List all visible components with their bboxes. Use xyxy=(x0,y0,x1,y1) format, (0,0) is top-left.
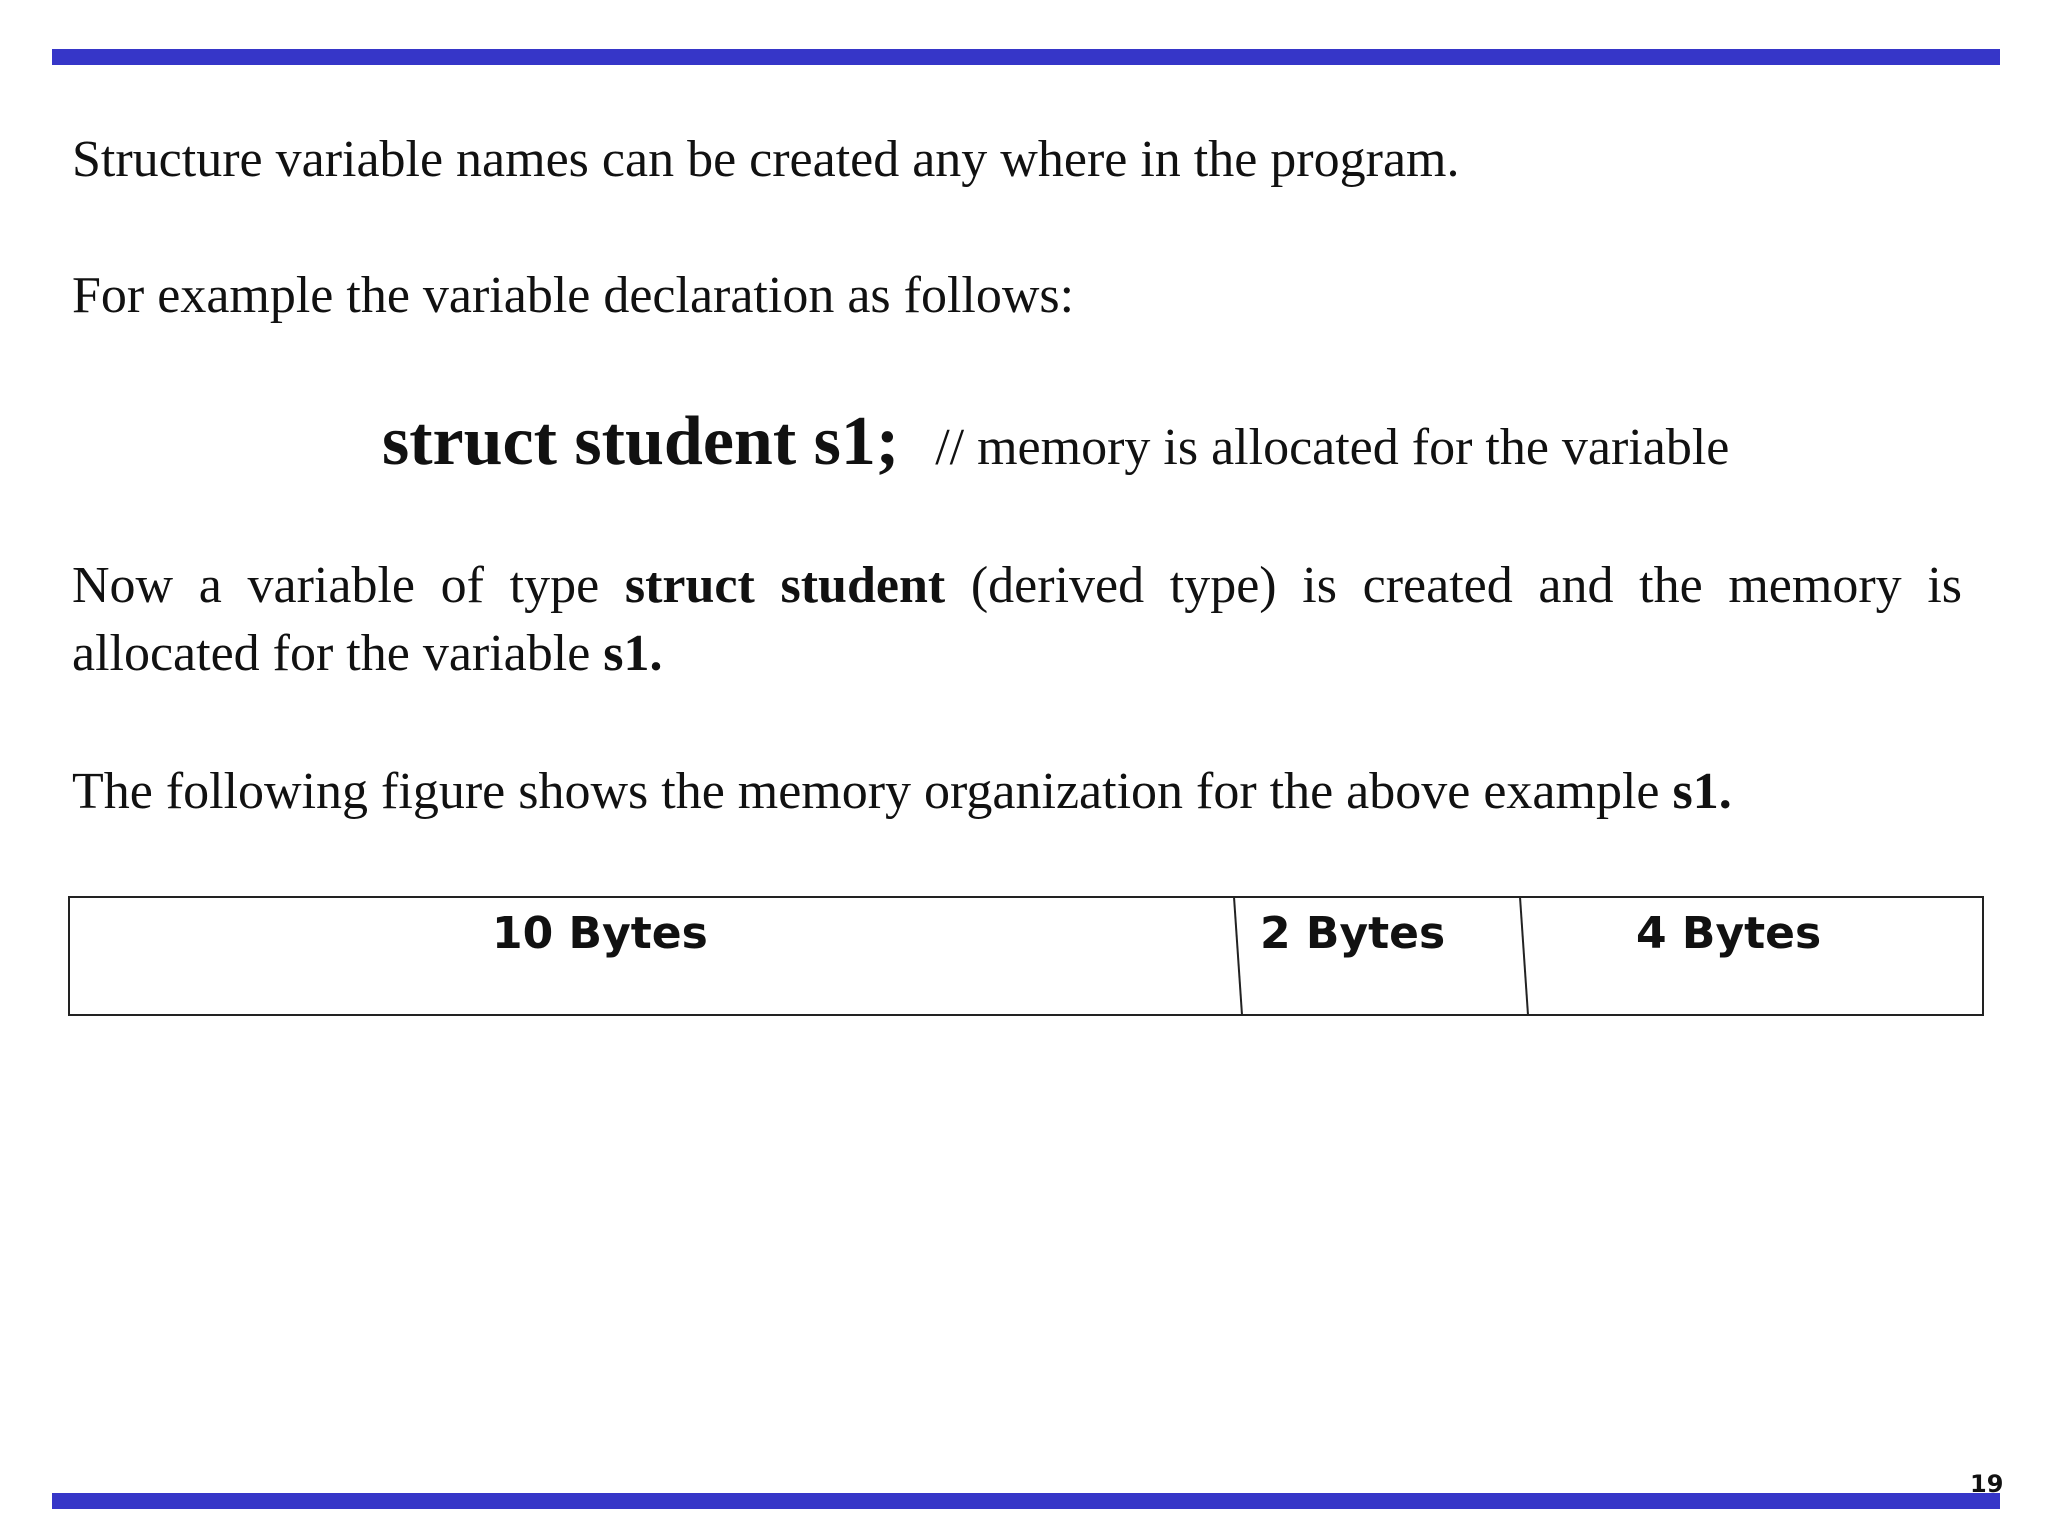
page-number: 19 xyxy=(1970,1470,2004,1498)
figure-caption-bold: s1. xyxy=(1672,763,1732,820)
memory-layout-figure xyxy=(68,896,1984,1016)
figure-caption xyxy=(72,758,1972,826)
explanation-paragraph xyxy=(72,552,1962,688)
bottom-accent-bar xyxy=(52,1493,2000,1509)
code-comment: // memory is allocated for the variable xyxy=(935,419,1730,476)
top-accent-bar xyxy=(52,49,2000,65)
code-example xyxy=(382,402,1729,482)
explanation-text-2: (derived type) is created and the memory is allocated for the variable xyxy=(72,557,1962,682)
memory-cell-label: 10 Bytes xyxy=(492,908,708,959)
explanation-bold-type: struct student xyxy=(624,557,946,614)
explanation-bold-var: s1. xyxy=(603,625,663,682)
memory-cell-label: 2 Bytes xyxy=(1260,908,1446,959)
statement-line-1: Structure variable names can be created any where in the program. xyxy=(72,131,1460,188)
code-statement: struct student s1; xyxy=(382,403,900,480)
explanation-text-1: Now a variable of type xyxy=(72,557,625,614)
memory-cell-label: 4 Bytes xyxy=(1636,908,1822,959)
memory-divider-1 xyxy=(1234,897,1242,1015)
figure-caption-text: The following figure shows the memory organization for the above example xyxy=(72,763,1673,820)
statement-line-2: For example the variable declaration as follows: xyxy=(72,267,1075,324)
memory-divider-2 xyxy=(1520,897,1528,1015)
